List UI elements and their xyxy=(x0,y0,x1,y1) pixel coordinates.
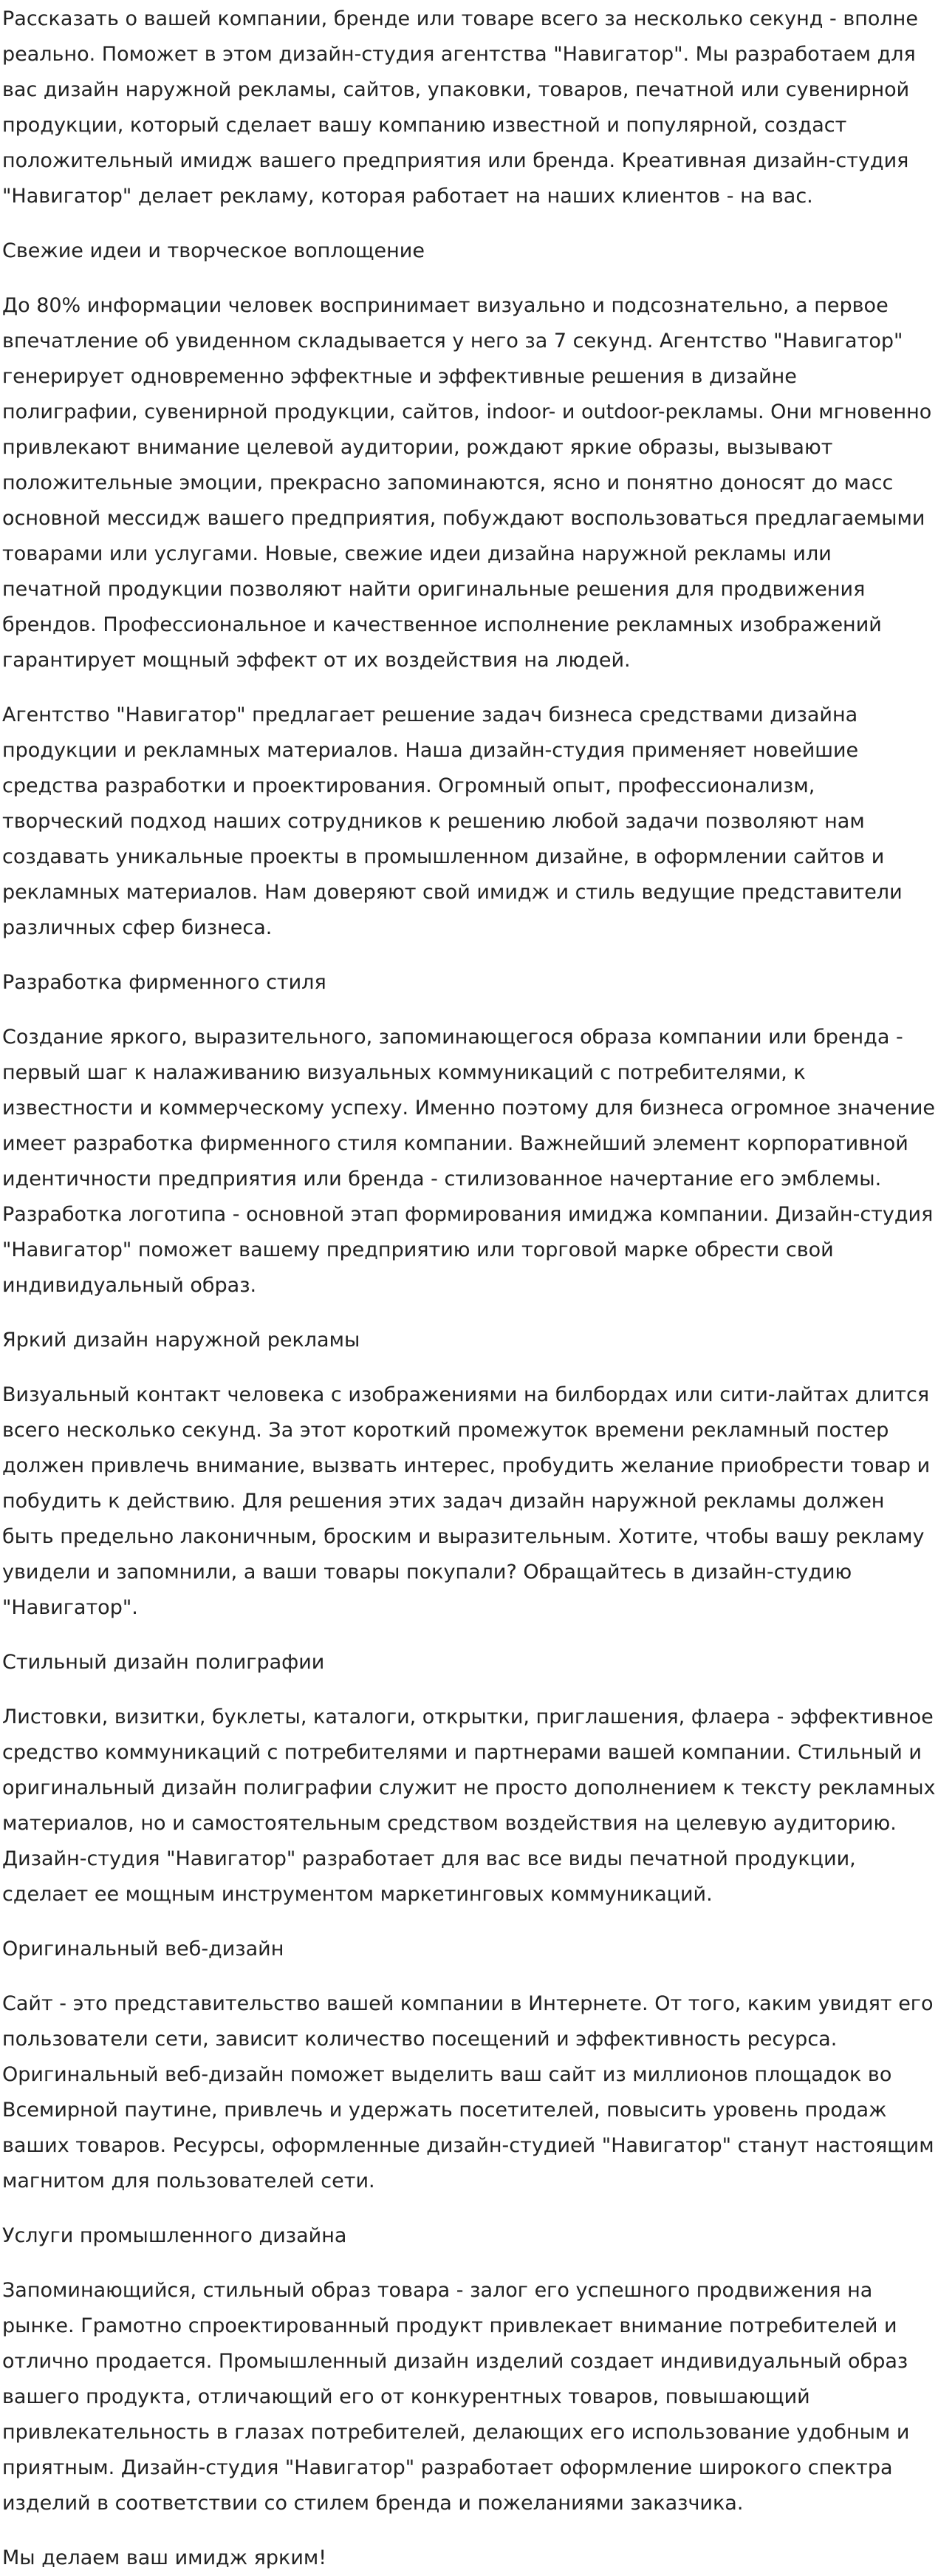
section-paragraph: Листовки, визитки, буклеты, каталоги, открытки, приглашения, флаера - эффективное средство коммуникаций с потребителями и партнерами вашей компании. Стильный и оригинальный дизайн полиграфии служит не просто дополнением к тексту рекламных материалов, но и самостоятельным средством воздействия на целевую аудиторию. Дизайн-студия "Навигатор" разработает для вас все виды печатной продукции, сделает ее мощным инструментом маркетинговых коммуникаций. xyxy=(2,1706,936,1906)
section-paragraph: Агентство "Навигатор" предлагает решение задач бизнеса средствами дизайна продукции и рекламных материалов. Наша дизайн-студия применяет новейшие средства разработки и проектирования. Огромный опыт, профессионализм, творческий подход наших сотрудников к решению любой задачи позволяют нам создавать уникальные проекты в промышленном дизайне, в оформлении сайтов и рекламных материалов. Нам доверяют свой имидж и стиль ведущие представители различных сфер бизнеса. xyxy=(2,703,903,939)
section-heading-fresh-ideas: Свежие идеи и творческое воплощение xyxy=(2,239,425,262)
section-paragraph: Создание яркого, выразительного, запоминающегося образа компании или бренда - первый шаг к налаживанию визуальных коммуникаций с потребителями, к известности и коммерческому успеху. Именно поэтому для бизнеса огромное значение имеет разработка фирменного стиля компании. Важнейший элемент корпоративной идентичности предприятия или бренда - стилизованное начертание его эмблемы. Разработка логотипа - основной этап формирования имиджа компании. Дизайн-студия "Навигатор" поможет вашему предприятию или торговой марке обрести свой индивидуальный образ. xyxy=(2,1026,936,1297)
section-heading-outdoor-advertising: Яркий дизайн наружной рекламы xyxy=(2,1329,360,1352)
intro-paragraph: Рассказать о вашей компании, бренде или товаре всего за несколько секунд - вполне реально. Поможет в этом дизайн-студия агентства "Навигатор". Мы разработаем для вас дизайн наружной рекламы, сайтов, упаковки, товаров, печатной или сувенирной продукции, который сделает вашу компанию известной и популярной, создаст положительный имидж вашего предприятия или бренда. Креативная дизайн-студия "Навигатор" делает рекламу, которая работает на наших клиентов - на вас. xyxy=(2,7,918,208)
section-paragraph: Сайт - это представительство вашей компании в Интернете. От того, каким увидят его пользователи сети, зависит количество посещений и эффективность ресурса. Оригинальный веб-дизайн поможет выделить ваш сайт из миллионов площадок во Всемирной паутине, привлечь и удержать посетителей, повысить уровень продаж ваших товаров. Ресурсы, оформленные дизайн-студией "Навигатор" станут настоящим магнитом для пользователей сети. xyxy=(2,1992,934,2192)
section-heading-industrial-design: Услуги промышленного дизайна xyxy=(2,2224,347,2247)
section-heading-corporate-style: Разработка фирменного стиля xyxy=(2,971,326,994)
section-paragraph: До 80% информации человек воспринимает визуально и подсознательно, а первое впечатление об увиденном складывается у него за 7 секунд. Агентство "Навигатор" генерирует одновременно эффектные и эффективные решения в дизайне полиграфии, сувенирной продукции, сайтов, indoor- и outdoor-рекламы. Они мгновенно привлекают внимание целевой аудитории, рождают яркие образы, вызывают положительные эмоции, прекрасно запоминаются, ясно и понятно доносят до масс основной мессидж вашего предприятия, побуждают воспользоваться предлагаемыми товарами или услугами. Новые, свежие идеи дизайна наружной рекламы или печатной продукции позволяют найти оригинальные решения для продвижения брендов. Профессиональное и качественное исполнение рекламных изображений гарантирует мощный эффект от их воздействия на людей. xyxy=(2,294,932,672)
section-heading-print-design: Стильный дизайн полиграфии xyxy=(2,1651,325,1674)
closing-line: Мы делаем ваш имидж ярким! xyxy=(2,2546,327,2569)
section-paragraph: Визуальный контакт человека с изображениями на билбордах или сити-лайтах длится всего несколько секунд. За этот короткий промежуток времени рекламный постер должен привлечь внимание, вызвать интерес, пробудить желание приобрести товар и побудить к действию. Для решения этих задач дизайн наружной рекламы должен быть предельно лаконичным, броским и выразительным. Хотите, чтобы вашу рекламу увидели и запомнили, а ваши товары покупали? Обращайтесь в дизайн-студию "Навигатор". xyxy=(2,1383,931,1619)
section-heading-web-design: Оригинальный веб-дизайн xyxy=(2,1938,284,1960)
section-paragraph: Запоминающийся, стильный образ товара - залог его успешного продвижения на рынке. Грамотно спроектированный продукт привлекает внимание потребителей и отлично продается. Промышленный дизайн изделий создает индивидуальный образ вашего продукта, отличающий его от конкурентных товаров, повышающий привлекательность в глазах потребителей, делающих его использование удобным и приятным. Дизайн-студия "Навигатор" разработает оформление широкого спектра изделий в соответствии со стилем бренда и пожеланиями заказчика. xyxy=(2,2279,910,2515)
